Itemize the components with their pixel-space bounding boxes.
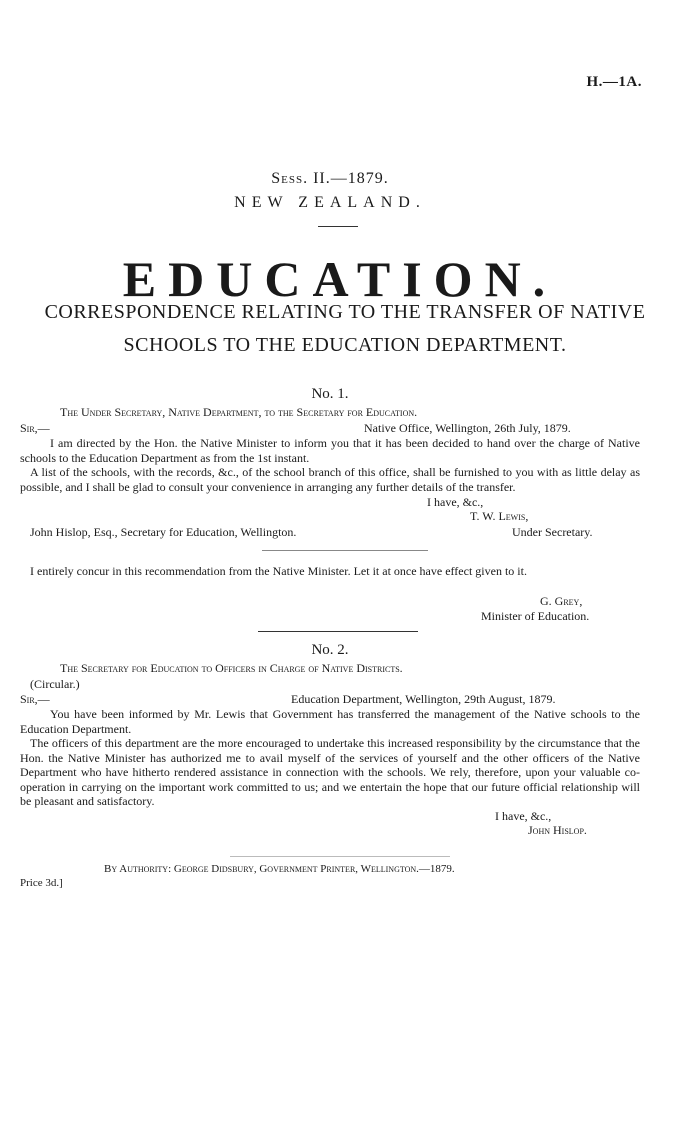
letter-1-paragraph-1: I am directed by the Hon. the Native Minister to inform you that it has been decided to hand over the charge of Native schools to the Education Department as from the 1st instant.: [20, 436, 640, 465]
document-subtitle: CORRESPONDENCE RELATING TO THE TRANSFER OF NATIVE SCHOOLS TO THE EDUCATION DEPARTMENT.: [44, 301, 646, 356]
minute-signatory: G. Grey,: [540, 594, 583, 608]
session-line: Sess. II.—1879.: [271, 170, 389, 187]
document-reference: H.—1A.: [586, 74, 642, 90]
divider: [262, 550, 428, 551]
letter-2-paragraph-2: The officers of this department are the more encouraged to undertake this increased responsibility by the circumstance that the Hon. the Native Minister has authorized me to avail myself of the services of yourself and the other officers of the Native Department who have hitherto rendered assistance in connection with the schools. We rely, therefore, upon your valuable co-operation in carrying on the important work committed to us; and we entertain the hope that our future official relationship will be pleasant and satisfactory.: [20, 736, 640, 808]
letter-2-salutation: Sir,—: [20, 692, 50, 706]
divider: [230, 856, 450, 857]
price-label: Price 3d.]: [20, 877, 63, 889]
letter-2-paragraph-1: You have been informed by Mr. Lewis that Government has transferred the management of the Native schools to the Education Department.: [20, 707, 640, 736]
divider: [318, 226, 358, 227]
document-title: EDUCATION.: [122, 251, 558, 307]
letter-2-place-date: Education Department, Wellington, 29th August, 1879.: [291, 692, 556, 706]
printer-imprint: By Authority: George Didsbury, Government Printer, Wellington.—1879.: [104, 863, 455, 875]
letter-1-place-date: Native Office, Wellington, 26th July, 1879.: [364, 421, 571, 435]
letter-1-closing: I have, &c.,: [427, 495, 484, 509]
letter-1-salutation: Sir,—: [20, 421, 50, 435]
minute-text: I entirely concur in this recommendation from the Native Minister. Let it at once have effect given to it.: [30, 564, 527, 578]
letter-1-number: No. 1.: [311, 386, 349, 402]
letter-1-signatory-title: Under Secretary.: [512, 525, 593, 539]
letter-2-signatory: John Hislop.: [528, 823, 587, 837]
letter-1-signatory: T. W. Lewis,: [470, 509, 529, 523]
divider: [258, 631, 418, 632]
letter-2-closing: I have, &c.,: [495, 809, 552, 823]
letter-1-paragraph-2: A list of the schools, with the records, &c., of the school branch of this office, shall be furnished to you with as little delay as possible, and I shall be glad to consult your convenience in arranging any further details of the transfer.: [20, 465, 640, 494]
letter-2-heading: The Secretary for Education to Officers in Charge of Native Districts.: [60, 661, 403, 675]
minute-signatory-title: Minister of Education.: [481, 609, 590, 623]
letter-2-number: No. 2.: [311, 642, 349, 658]
country-line: NEW ZEALAND.: [234, 194, 426, 211]
letter-1-heading: The Under Secretary, Native Department, to the Secretary for Education.: [60, 405, 418, 419]
letter-2-note: (Circular.): [30, 677, 80, 691]
letter-1-addressee: John Hislop, Esq., Secretary for Education, Wellington.: [30, 525, 297, 539]
